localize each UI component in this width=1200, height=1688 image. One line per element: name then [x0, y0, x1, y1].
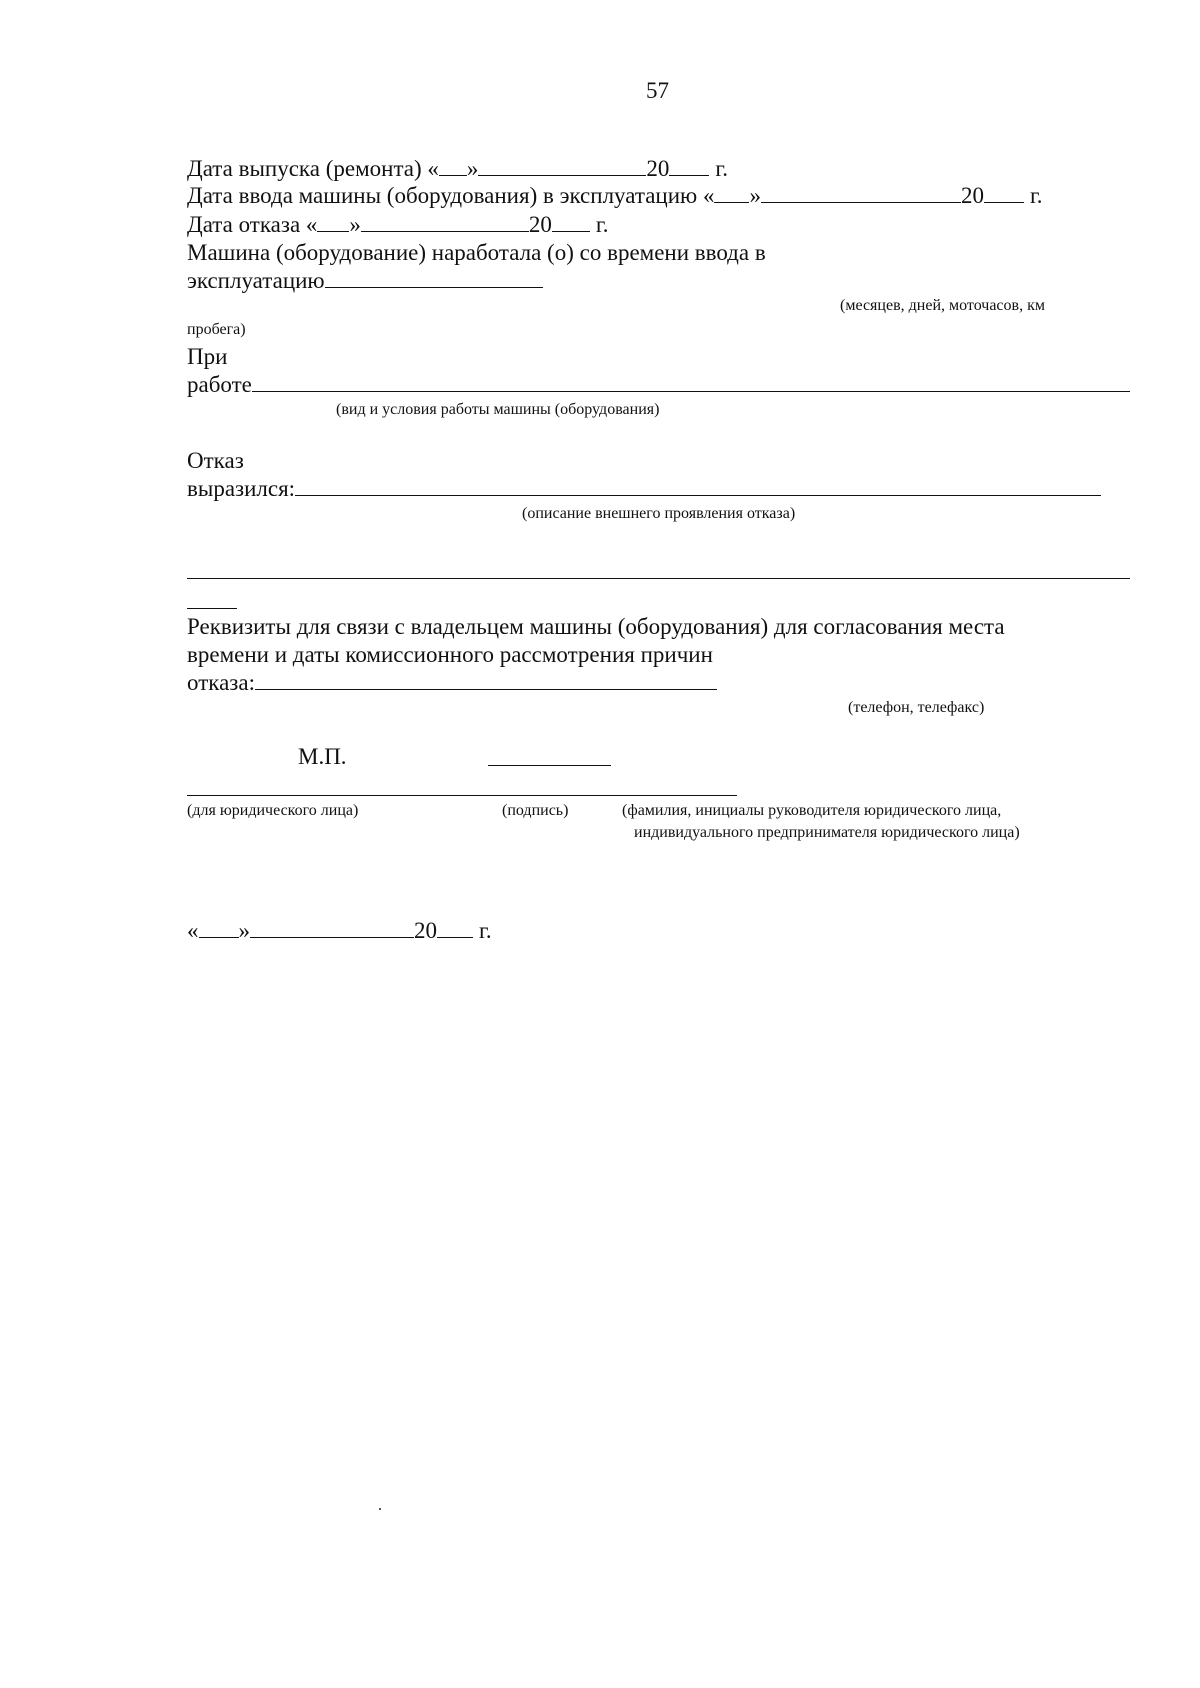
legal-entity-hint: (для юридического лица)	[187, 802, 359, 819]
failure-hint: (описание внешнего проявления отказа)	[522, 505, 796, 522]
signature-hint: (подпись)	[502, 802, 569, 819]
release-year-field[interactable]	[669, 156, 709, 176]
page-number: 57	[646, 78, 669, 103]
release-close-quote: »	[466, 156, 479, 181]
contacts-hint: (телефон, телефакс)	[848, 699, 985, 716]
short-rule	[187, 608, 237, 609]
failure-line2	[187, 476, 1101, 502]
operating-time-hint: (месяцев, дней, моточасов, км	[840, 297, 1045, 314]
operation-hint: (вид и условия работы машины (оборудования)	[336, 401, 660, 418]
failure-description-field[interactable]	[295, 476, 1101, 496]
contacts-line3	[187, 670, 717, 696]
final-close-quote: »	[238, 918, 250, 943]
commissioning-date-line	[187, 183, 1043, 209]
operation-label: работе	[187, 372, 252, 397]
failure-date-line	[187, 212, 609, 238]
signature-field[interactable]	[488, 765, 611, 766]
commissioning-year-field[interactable]	[984, 183, 1024, 203]
operating-time-field[interactable]	[325, 268, 543, 288]
scan-speck	[379, 1508, 381, 1510]
contacts-label: отказа:	[187, 670, 255, 695]
release-date-line	[187, 156, 728, 182]
name-hint-line2: индивидуального предпринимателя юридического лица)	[634, 824, 1020, 841]
final-year-prefix: 20	[414, 918, 437, 943]
failure-year-field[interactable]	[552, 212, 590, 232]
contacts-line1: Реквизиты для связи с владельцем машины (оборудования) для согласования места	[187, 614, 1005, 639]
contacts-field[interactable]	[255, 670, 717, 690]
failure-date-label: Дата отказа «	[187, 212, 318, 237]
name-field[interactable]	[187, 795, 737, 796]
release-month-field[interactable]	[478, 156, 646, 176]
failure-month-field[interactable]	[361, 212, 529, 232]
failure-year-prefix: 20	[528, 212, 552, 237]
release-date-label: Дата выпуска (ремонта) «	[187, 156, 439, 181]
operation-field[interactable]	[252, 372, 1130, 392]
contacts-line2: времени и даты комиссионного рассмотрения причин	[187, 642, 713, 667]
release-day-field[interactable]	[439, 156, 467, 176]
failure-label: выразился:	[187, 476, 296, 501]
final-year-suffix: г.	[479, 918, 492, 943]
commissioning-date-label: Дата ввода машины (оборудования) в эксплуатацию «	[187, 183, 715, 208]
operating-time-hint-cont: пробега)	[187, 321, 246, 338]
commissioning-close-quote: »	[749, 183, 761, 208]
stamp-label: М.П.	[298, 744, 347, 769]
failure-day-field[interactable]	[317, 212, 349, 232]
final-year-field[interactable]	[437, 918, 473, 938]
commissioning-year-suffix: г.	[1029, 183, 1043, 208]
operating-time-line1: Машина (оборудование) наработала (о) со времени ввода в	[187, 240, 766, 265]
name-hint-line1: (фамилия, инициалы руководителя юридического лица,	[622, 802, 1002, 819]
commissioning-year-prefix: 20	[960, 183, 984, 208]
release-year-suffix: г.	[715, 156, 728, 181]
final-day-field[interactable]	[199, 918, 239, 938]
commissioning-month-field[interactable]	[761, 183, 961, 203]
commissioning-day-field[interactable]	[714, 183, 749, 203]
operation-line1: При	[187, 344, 228, 369]
failure-year-suffix: г.	[595, 212, 609, 237]
failure-description-continuation[interactable]	[187, 578, 1130, 579]
operating-time-label: эксплуатацию	[187, 268, 325, 293]
final-date-line	[187, 918, 492, 944]
release-year-prefix: 20	[646, 156, 670, 181]
failure-line1: Отказ	[187, 448, 244, 473]
failure-close-quote: »	[349, 212, 361, 237]
final-open-quote: «	[187, 918, 199, 943]
final-month-field[interactable]	[250, 918, 414, 938]
operation-line2	[187, 372, 1130, 398]
operating-time-line2	[187, 268, 543, 294]
